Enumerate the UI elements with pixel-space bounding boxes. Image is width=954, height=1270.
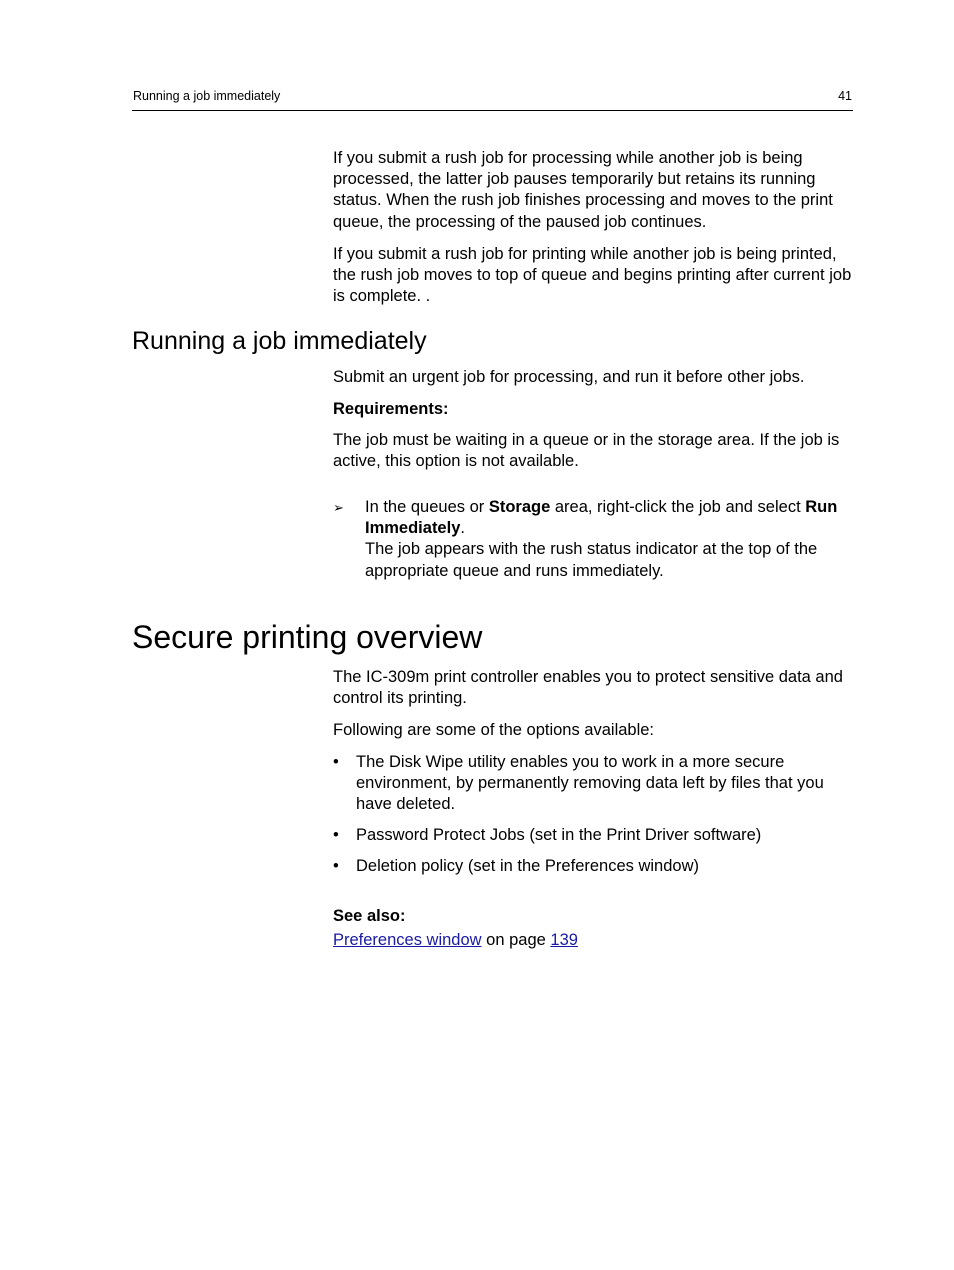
see-also-reference — [333, 930, 855, 951]
secure-paragraph-1 — [333, 667, 855, 709]
step-text-1: In the queues or — [365, 498, 489, 516]
bullet-icon: • — [333, 857, 339, 875]
page-number: 41 — [838, 89, 852, 103]
list-item-text: The Disk Wipe utility enables you to work in a more secure environment, by permanently removing data left by files that you have deleted. — [356, 753, 824, 814]
section-heading-running: Running a job immediately — [132, 327, 427, 355]
section-heading-secure: Secure printing overview — [132, 619, 483, 655]
running-summary-text: Submit an urgent job for processing, and run it before other jobs. — [333, 368, 805, 386]
page-139-link[interactable]: 139 — [550, 931, 578, 949]
step-text-2: area, right-click the job and select — [550, 498, 806, 516]
list-item-text: Deletion policy (set in the Preferences window) — [356, 857, 699, 875]
intro-paragraph-1 — [333, 148, 855, 233]
intro-text-2: If you submit a rush job for printing while another job is being printed, the rush job moves to top of queue and begins printing after current job is complete. . — [333, 245, 852, 306]
secure-text-1: The IC-309m print controller enables you to protect sensitive data and control its printing. — [333, 668, 843, 708]
preferences-window-link[interactable]: Preferences window — [333, 931, 482, 949]
requirements-text — [333, 430, 855, 472]
secure-paragraph-2 — [333, 720, 855, 741]
requirements-label: Requirements: — [333, 400, 449, 418]
bullet-icon: • — [333, 753, 339, 771]
intro-text-1: If you submit a rush job for processing while another job is being processed, the latter job pauses temporarily but retains its running status. When the rush job finishes processing and moves to the print queue, the processing of the paused job continues. — [333, 149, 833, 231]
step-storage-term: Storage — [488, 498, 551, 516]
intro-paragraph-2 — [333, 244, 855, 308]
header-title: Running a job immediately — [133, 89, 281, 103]
see-also-label: See also: — [333, 907, 406, 925]
page-header — [132, 88, 853, 111]
step-body — [365, 497, 855, 582]
running-summary — [333, 367, 855, 388]
step-result: The job appears with the rush status indicator at the top of the appropriate queue and runs immediately. — [365, 540, 818, 580]
step-run-immediately-term: Run Immediately — [365, 498, 838, 538]
secure-text-2: Following are some of the options available: — [333, 721, 655, 739]
list-item-text: Password Protect Jobs (set in the Print Driver software) — [356, 826, 762, 844]
bullet-icon: • — [333, 826, 339, 844]
requirements-body: The job must be waiting in a queue or in the storage area. If the job is active, this option is not available. — [333, 431, 840, 471]
step-text-3: . — [460, 519, 465, 538]
step-arrow-icon: ➢ — [333, 500, 344, 515]
see-also-mid-text: on page — [481, 931, 551, 949]
